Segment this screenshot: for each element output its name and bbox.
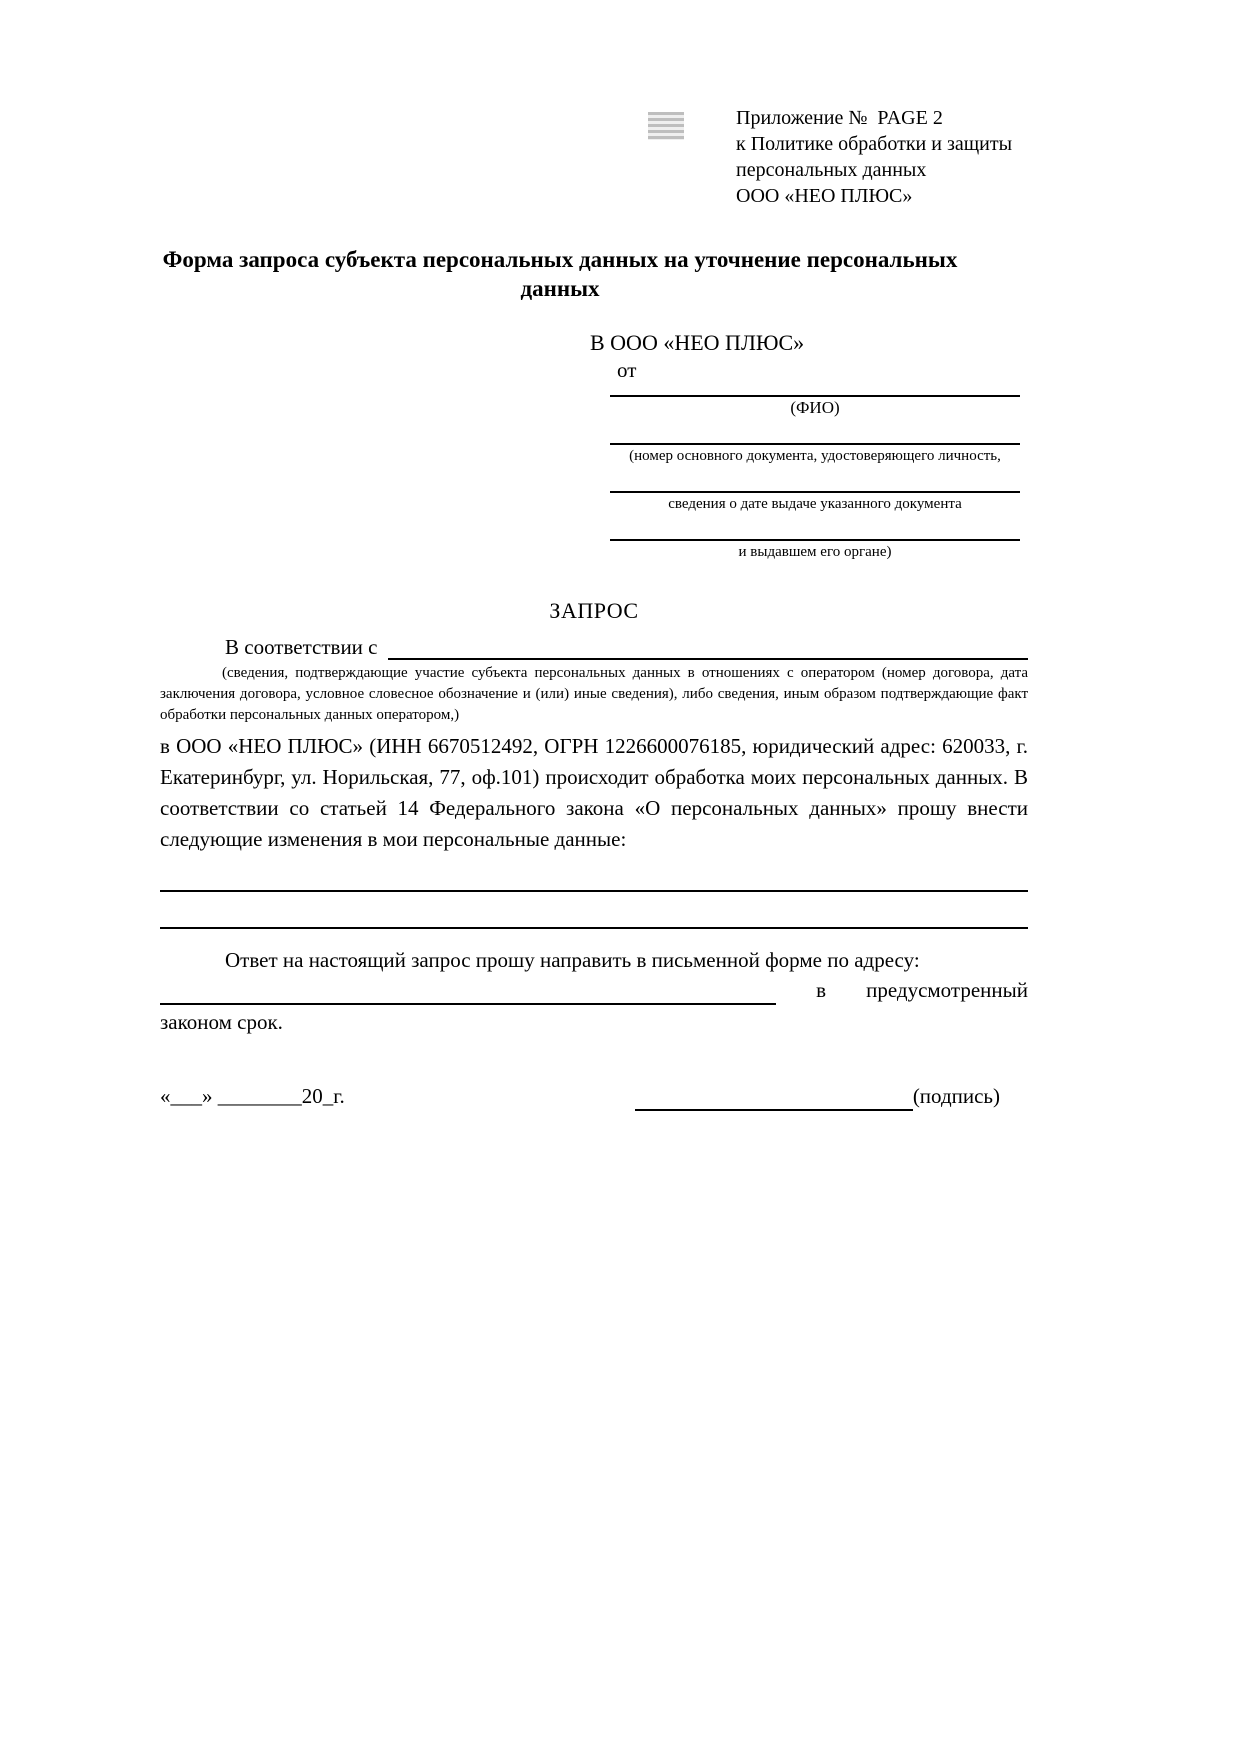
reply-tail-word-1: в bbox=[816, 978, 827, 1002]
signature-area bbox=[635, 1081, 1000, 1111]
reply-sentence-end: законом срок. bbox=[160, 1010, 283, 1034]
reply-address-blank-line[interactable] bbox=[160, 979, 776, 1005]
embedded-object-artifact-icon bbox=[648, 112, 684, 140]
issuing-authority-blank-line[interactable] bbox=[610, 515, 1020, 541]
from-label: от bbox=[617, 358, 637, 382]
basis-footnote: (сведения, подтверждающие участие субъекта персональных данных в отношениях с оператором (номер договора, дата заключения договора, условное словесное обозначение и (или) иные сведения), либо сведения, иным образом подтверждающие факт обработки персональных данных оператором,) bbox=[160, 665, 1028, 723]
appendix-header-block bbox=[736, 105, 1028, 209]
issue-date-caption: сведения о дате выдаче указанного документа bbox=[668, 496, 962, 512]
document-number-caption: (номер основного документа, удостоверяющего личность, bbox=[629, 448, 1001, 464]
basis-blank-line[interactable] bbox=[388, 631, 1029, 660]
addressee-company: В ООО «НЕО ПЛЮС» bbox=[590, 330, 805, 355]
fio-blank-line[interactable] bbox=[610, 383, 1020, 397]
policy-reference-line-1: к Политике обработки и защиты bbox=[736, 133, 1013, 155]
intro-label: В соответствии с bbox=[225, 635, 378, 659]
appendix-number-line: Приложение № PAGE 2 bbox=[736, 107, 943, 129]
company-name: ООО «НЕО ПЛЮС» bbox=[736, 185, 913, 207]
fio-caption: (ФИО) bbox=[790, 398, 840, 417]
document-title: Форма запроса субъекта персональных данных на уточнение персональных данных bbox=[162, 247, 958, 301]
reply-sentence: Ответ на настоящий запрос прошу направить в письменной форме по адресу: bbox=[225, 948, 920, 972]
request-body-paragraph: в ООО «НЕО ПЛЮС» (ИНН 6670512492, ОГРН 1226600076185, юридический адрес: 620033, г. Екатеринбург, ул. Норильская, 77, оф.101) происходит обработка моих персональных данных. В соответствии со статьей 14 Федерального закона «О персональных данных» прошу внести следующие изменения в мои персональные данные: bbox=[160, 734, 1028, 851]
date-signature-row bbox=[160, 1081, 1028, 1111]
changes-blank-line-1[interactable] bbox=[160, 855, 1028, 892]
signature-caption: (подпись) bbox=[912, 1084, 1000, 1108]
issuing-authority-caption: и выдавшем его органе) bbox=[738, 544, 892, 560]
addressee-block bbox=[590, 329, 1028, 563]
document-number-blank-line[interactable] bbox=[610, 419, 1020, 445]
policy-reference-line-2: персональных данных bbox=[736, 159, 927, 181]
request-heading: ЗАПРОС bbox=[549, 598, 639, 623]
reply-tail-word-2: предусмотренный bbox=[866, 978, 1028, 1002]
changes-blank-line-2[interactable] bbox=[160, 892, 1028, 929]
issue-date-blank-line[interactable] bbox=[610, 467, 1020, 493]
date-blank-text[interactable]: «___» ________20_г. bbox=[160, 1084, 345, 1108]
intro-row bbox=[160, 631, 1028, 660]
reply-address-row bbox=[160, 975, 1028, 1005]
signature-blank-line[interactable] bbox=[635, 1085, 913, 1111]
